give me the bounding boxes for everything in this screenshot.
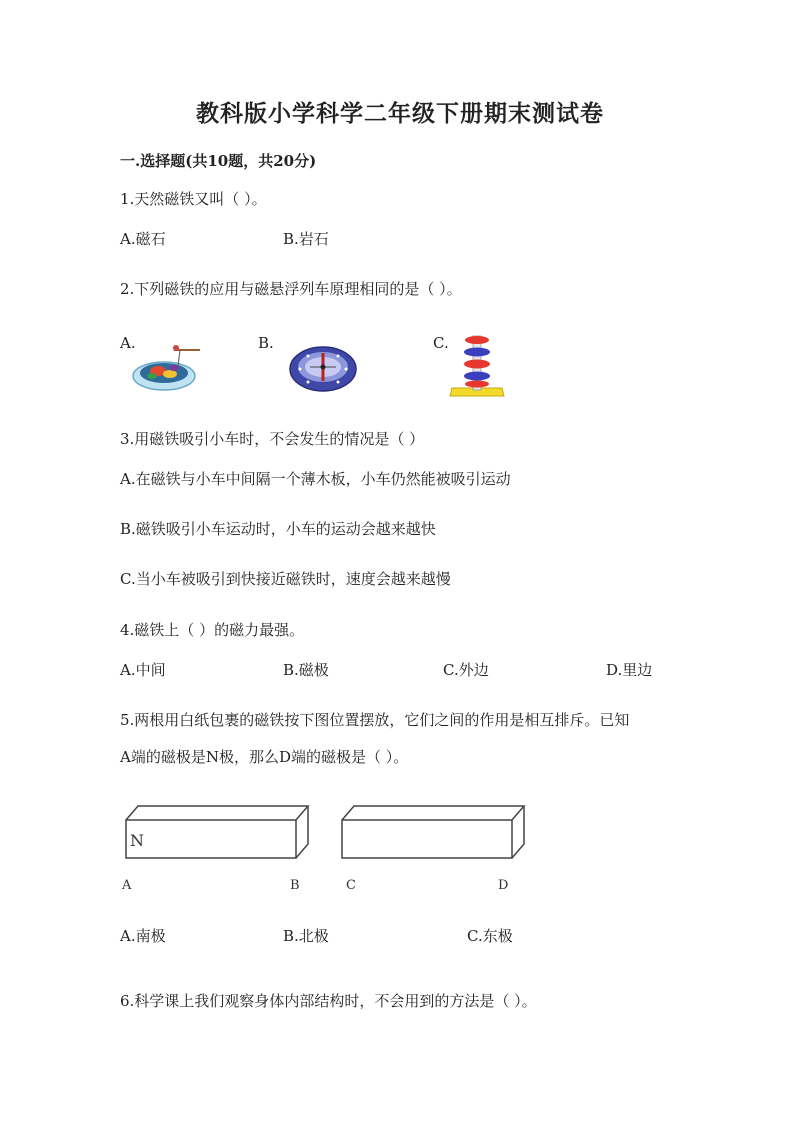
- page-title: 教科版小学科学二年级下册期末测试卷: [196, 100, 604, 127]
- question-3-option-b[interactable]: B.磁铁吸引小车运动时，小车的运动会越来越快: [120, 520, 436, 538]
- end-label-c: C: [346, 878, 356, 893]
- floating-ring-magnets-image: [448, 330, 506, 400]
- question-5-stem-line-1: 5.两根用白纸包裹的磁铁按下图位置摆放，它们之间的作用是相互排斥。已知: [120, 711, 630, 729]
- question-1-stem: 1.天然磁铁又叫（ ）。: [120, 190, 267, 208]
- question-1-option-a[interactable]: A.磁石: [120, 230, 166, 248]
- compass-image: [288, 338, 358, 394]
- question-2-stem: 2.下列磁铁的应用与磁悬浮列车原理相同的是（ ）。: [120, 280, 462, 298]
- question-3-option-c[interactable]: C.当小车被吸引到快接近磁铁时，速度会越来越慢: [120, 570, 451, 588]
- left-bar-n-label: N: [130, 831, 144, 850]
- question-2-option-c[interactable]: C.: [433, 334, 449, 352]
- question-5-option-c[interactable]: C.东极: [467, 927, 513, 945]
- section-heading: 一.选择题(共10题，共20分): [120, 152, 317, 170]
- question-4-option-c[interactable]: C.外边: [443, 661, 489, 679]
- question-6-stem: 6.科学课上我们观察身体内部结构时，不会用到的方法是（ ）。: [120, 992, 537, 1010]
- question-4-stem: 4.磁铁上（ ）的磁力最强。: [120, 621, 305, 639]
- question-5-option-a[interactable]: A.南极: [120, 927, 166, 945]
- question-2-option-a[interactable]: A.: [120, 334, 136, 352]
- question-3-stem: 3.用磁铁吸引小车时，不会发生的情况是（ ）: [120, 430, 425, 448]
- question-4-option-b[interactable]: B.磁极: [283, 661, 329, 679]
- question-4-option-a[interactable]: A.中间: [120, 661, 166, 679]
- end-label-b: B: [290, 878, 300, 893]
- end-label-d: D: [498, 878, 509, 893]
- two-magnets-figure: [120, 800, 540, 900]
- question-1-option-b[interactable]: B.岩石: [283, 230, 329, 248]
- end-label-a: A: [122, 878, 132, 893]
- question-3-option-a[interactable]: A.在磁铁与小车中间隔一个薄木板，小车仍然能被吸引运动: [120, 470, 511, 488]
- question-2-option-b[interactable]: B.: [258, 334, 274, 352]
- question-5-option-b[interactable]: B.北极: [283, 927, 329, 945]
- magnet-game-board-image: [130, 338, 202, 394]
- question-4-option-d[interactable]: D.里边: [606, 661, 653, 679]
- question-5-stem-line-2: A端的磁极是N极，那么D端的磁极是（ ）。: [120, 748, 409, 766]
